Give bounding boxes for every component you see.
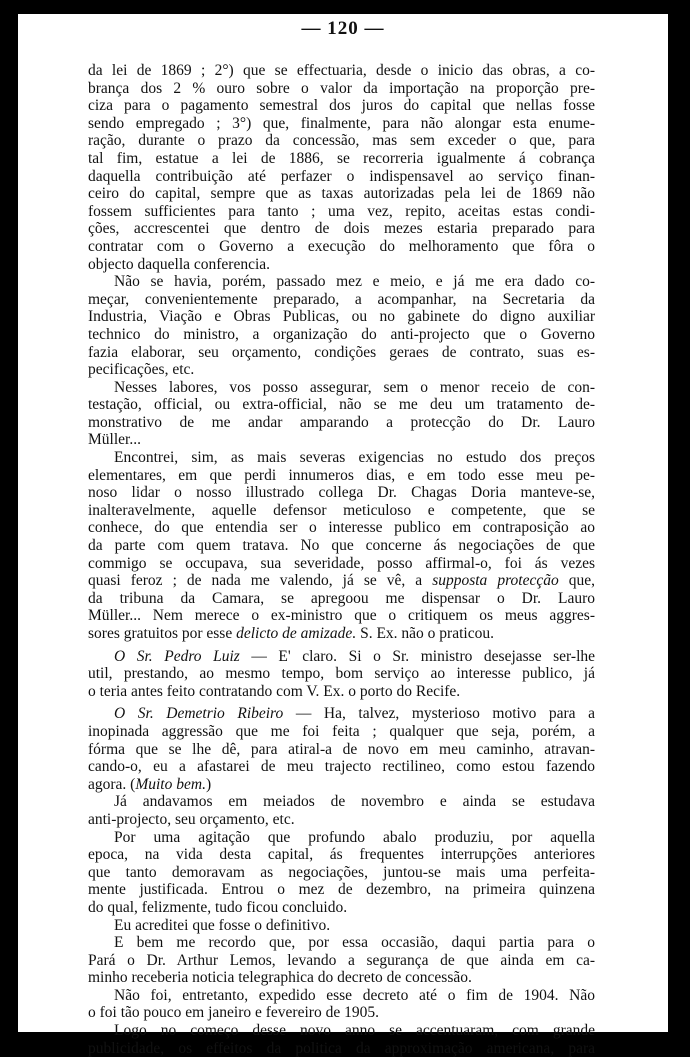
text-run: S. Ex. não o praticou. <box>356 625 494 642</box>
text-line <box>88 256 595 274</box>
text-run: Já andavamos em meiados de novembro e ainda se estudava <box>114 793 595 811</box>
paragraph <box>88 273 595 379</box>
text-run: fossem sufficientes para tanto ; uma vez, repito, aceitas estas condi- <box>88 202 595 220</box>
text-run: ) <box>205 775 212 793</box>
text-run: commigo se occupava, sua severidade, posso affirmal-o, foi ás vezes <box>88 554 595 572</box>
text-run: cando-o, eu a afastarei de meu trajecto rectilineo, como estou fazendo <box>88 758 595 776</box>
text-run: Não foi, entretanto, expedido esse decreto até o fim de 1904. Não <box>114 986 595 1004</box>
text-run: Müller... <box>88 431 141 449</box>
paragraph <box>88 987 595 1022</box>
text-run: E bem me recordo que, por essa occasião, daqui partia para o <box>114 934 595 952</box>
paragraph <box>88 793 595 828</box>
text-line <box>88 625 595 643</box>
text-run: inalteravelmente, aquelle defensor meticuloso e competente, que se <box>88 501 595 519</box>
text-line <box>88 555 595 573</box>
text-line <box>88 881 595 899</box>
paragraph <box>88 934 595 987</box>
text-line <box>88 519 595 537</box>
text-run: daquella contribuição até perfazer o indispensavel ao serviço finan- <box>88 167 595 185</box>
text-run: — E' claro. Si o Sr. ministro desejasse ser-lhe <box>239 647 595 665</box>
text-run: Logo no começo desse novo anno se accentuaram, com grande <box>114 1022 595 1040</box>
paragraph <box>88 449 595 643</box>
text-line <box>88 97 595 115</box>
text-line <box>88 683 595 701</box>
paragraph <box>88 829 595 917</box>
text-run: da tribuna da Camara, se apregoou me dispensar o Dr. Lauro <box>88 589 595 607</box>
text-run: que tanto demoravam as negociações, juntou-se mais uma perfeita- <box>88 863 595 881</box>
text-line <box>88 572 595 590</box>
text-run: Não se havia, porém, passado mez e meio, e já me era dado co- <box>114 273 595 291</box>
text-run: Por uma agitação que profundo abalo produziu, por aquella <box>114 828 595 846</box>
text-line <box>88 952 595 970</box>
text-line <box>88 62 595 80</box>
text-line <box>88 899 595 917</box>
text-line <box>88 326 595 344</box>
text-line <box>88 648 595 666</box>
text-run: Nesses labores, vos posso assegurar, sem o menor receio de con- <box>114 378 595 396</box>
text-run: technico do ministro, a organização do anti-projecto que o Governo <box>88 325 595 343</box>
text-line <box>88 1040 595 1057</box>
text-run: anti-projecto, seu orçamento, etc. <box>88 810 295 828</box>
text-run: sendo empregado ; 3°) que, finalmente, para não alongar esta enume- <box>88 114 595 132</box>
text-line <box>88 185 595 203</box>
text-run: inopinada aggressão que me foi feita ; qualquer que seja, porém, a <box>88 722 595 740</box>
text-line <box>88 502 595 520</box>
text-line <box>88 361 595 379</box>
text-line <box>88 238 595 256</box>
text-run: ração, durante o prazo da concessão, mas sem exceder o que, para <box>88 132 595 150</box>
text-run: brança dos 2 % ouro sobre o valor da importação na proporção pre- <box>88 79 595 97</box>
italic-text: O Sr. Demetrio Ribeiro <box>114 705 284 723</box>
body-text <box>88 62 595 1057</box>
italic-text: O Sr. Pedro Luiz <box>114 647 240 665</box>
text-line <box>88 1022 595 1040</box>
text-run: da lei de 1869 ; 2°) que se effectuaria, desde o inicio das obras, a co- <box>88 62 595 79</box>
text-run: agora. ( <box>88 775 136 793</box>
text-line <box>88 203 595 221</box>
text-line <box>88 115 595 133</box>
italic-text: supposta protecção <box>432 572 559 590</box>
text-line <box>88 484 595 502</box>
document-page <box>18 14 668 1057</box>
text-run: fazia elaborar, seu orçamento, condições geraes de contrato, suas es- <box>88 343 595 361</box>
text-line <box>88 537 595 555</box>
text-run: ciza para o pagamento semestral dos juros do capital que nellas fosse <box>88 97 595 115</box>
text-run: o teria antes feito contratando com V. Ex. o porto do Recife. <box>88 682 461 700</box>
text-line <box>88 934 595 952</box>
text-line <box>88 379 595 397</box>
text-line <box>88 829 595 847</box>
paragraph <box>88 62 595 273</box>
text-line <box>88 793 595 811</box>
text-line <box>88 467 595 485</box>
text-run: util, prestando, ao mesmo tempo, bom serviço ao interesse publico, já <box>88 665 595 683</box>
text-line <box>88 590 595 608</box>
text-line <box>88 969 595 987</box>
text-run: Encontrei, sim, as mais severas exigencias no estudo dos preços <box>114 449 595 467</box>
text-line <box>88 987 595 1005</box>
text-line <box>88 864 595 882</box>
text-run: quasi feroz ; de nada me valendo, já se vê, a <box>88 572 433 590</box>
text-run: do qual, felizmente, tudo ficou concluido. <box>88 898 348 916</box>
text-line <box>88 705 595 723</box>
text-line <box>88 132 595 150</box>
text-line <box>88 291 595 309</box>
text-run: Eu acreditei que fosse o definitivo. <box>114 916 331 934</box>
text-run: epoca, na vida desta capital, ás frequentes interrupções anteriores <box>88 846 595 864</box>
italic-text: Muito bem. <box>135 775 206 793</box>
text-run: ceiro do capital, sempre que as taxas autorizadas pela lei de 1869 não <box>88 185 595 203</box>
text-run: monstrativo de me andar amparando a protecção do Dr. Lauro <box>88 413 595 431</box>
text-line <box>88 811 595 829</box>
text-line <box>88 776 595 794</box>
text-run: tal fim, estatue a lei de 1886, se recorreria igualmente á cobrança <box>88 149 595 167</box>
italic-text: delicto de amizade. <box>236 625 357 642</box>
text-line <box>88 1004 595 1022</box>
text-line <box>88 846 595 864</box>
text-run: que, <box>558 572 595 590</box>
text-run: meçar, convenientemente preparado, a acompanhar, na Secretaria da <box>88 290 595 308</box>
text-run: Industria, Viação e Obras Publicas, ou no gabinete do digno auxiliar <box>88 308 595 326</box>
paragraph <box>88 648 595 701</box>
text-line <box>88 168 595 186</box>
text-run: objecto daquella conferencia. <box>88 255 271 273</box>
page-number: — 120 — <box>301 18 385 39</box>
text-line <box>88 150 595 168</box>
text-run: conhece, do que entendia ser o interesse publico em contraposição ao <box>88 519 595 537</box>
text-line <box>88 758 595 776</box>
text-line <box>88 723 595 741</box>
text-run: minho receberia noticia telegraphica do decreto de concessão. <box>88 969 472 987</box>
text-run: pecificações, etc. <box>88 361 195 379</box>
text-line <box>88 273 595 291</box>
text-run: testação, official, ou extra-official, não se me deu um tratamento de- <box>88 396 595 414</box>
text-run: publicidade, os effeitos da politica da approximação americana, para <box>88 1039 595 1057</box>
text-line <box>88 220 595 238</box>
text-line <box>88 308 595 326</box>
text-run: da parte com quem tratava. No que concerne ás negociações de que <box>88 537 595 555</box>
text-line <box>88 917 595 935</box>
text-line <box>88 607 595 625</box>
paragraph <box>88 1022 595 1057</box>
paragraph <box>88 917 595 935</box>
text-line <box>88 449 595 467</box>
text-run: sores gratuitos por esse <box>88 625 237 642</box>
text-line <box>88 431 595 449</box>
text-line <box>88 414 595 432</box>
paragraph <box>88 379 595 449</box>
text-line <box>88 80 595 98</box>
text-run: Müller... Nem merece o ex-ministro que o critiquem os meus aggres- <box>88 607 595 625</box>
text-run: ções, accrescentei que dentro de dois mezes estaria preparado para <box>88 220 595 238</box>
text-run: Pará o Dr. Arthur Lemos, levando a segurança de que ainda em ca- <box>88 951 595 969</box>
text-run: elementares, em que perdi innumeros dias, e em todo esse meu pe- <box>88 466 595 484</box>
text-line <box>88 344 595 362</box>
text-run: mente justificada. Entrou o mez de dezembro, na primeira quinzena <box>88 881 595 899</box>
text-run: o foi tão pouco em janeiro e fevereiro de 1905. <box>88 1004 379 1022</box>
text-line <box>88 665 595 683</box>
paragraph <box>88 705 595 793</box>
text-run: fórma que se lhe dê, para atiral-a de novo em meu caminho, atravan- <box>88 740 595 758</box>
text-line <box>88 396 595 414</box>
text-line <box>88 741 595 759</box>
text-run: contratar com o Governo a execução do melhoramento que fôra o <box>88 237 595 255</box>
text-run: — Ha, talvez, mysterioso motivo para a <box>283 705 595 723</box>
text-run: noso lidar o nosso illustrado collega Dr. Chagas Doria manteve-se, <box>88 484 595 502</box>
